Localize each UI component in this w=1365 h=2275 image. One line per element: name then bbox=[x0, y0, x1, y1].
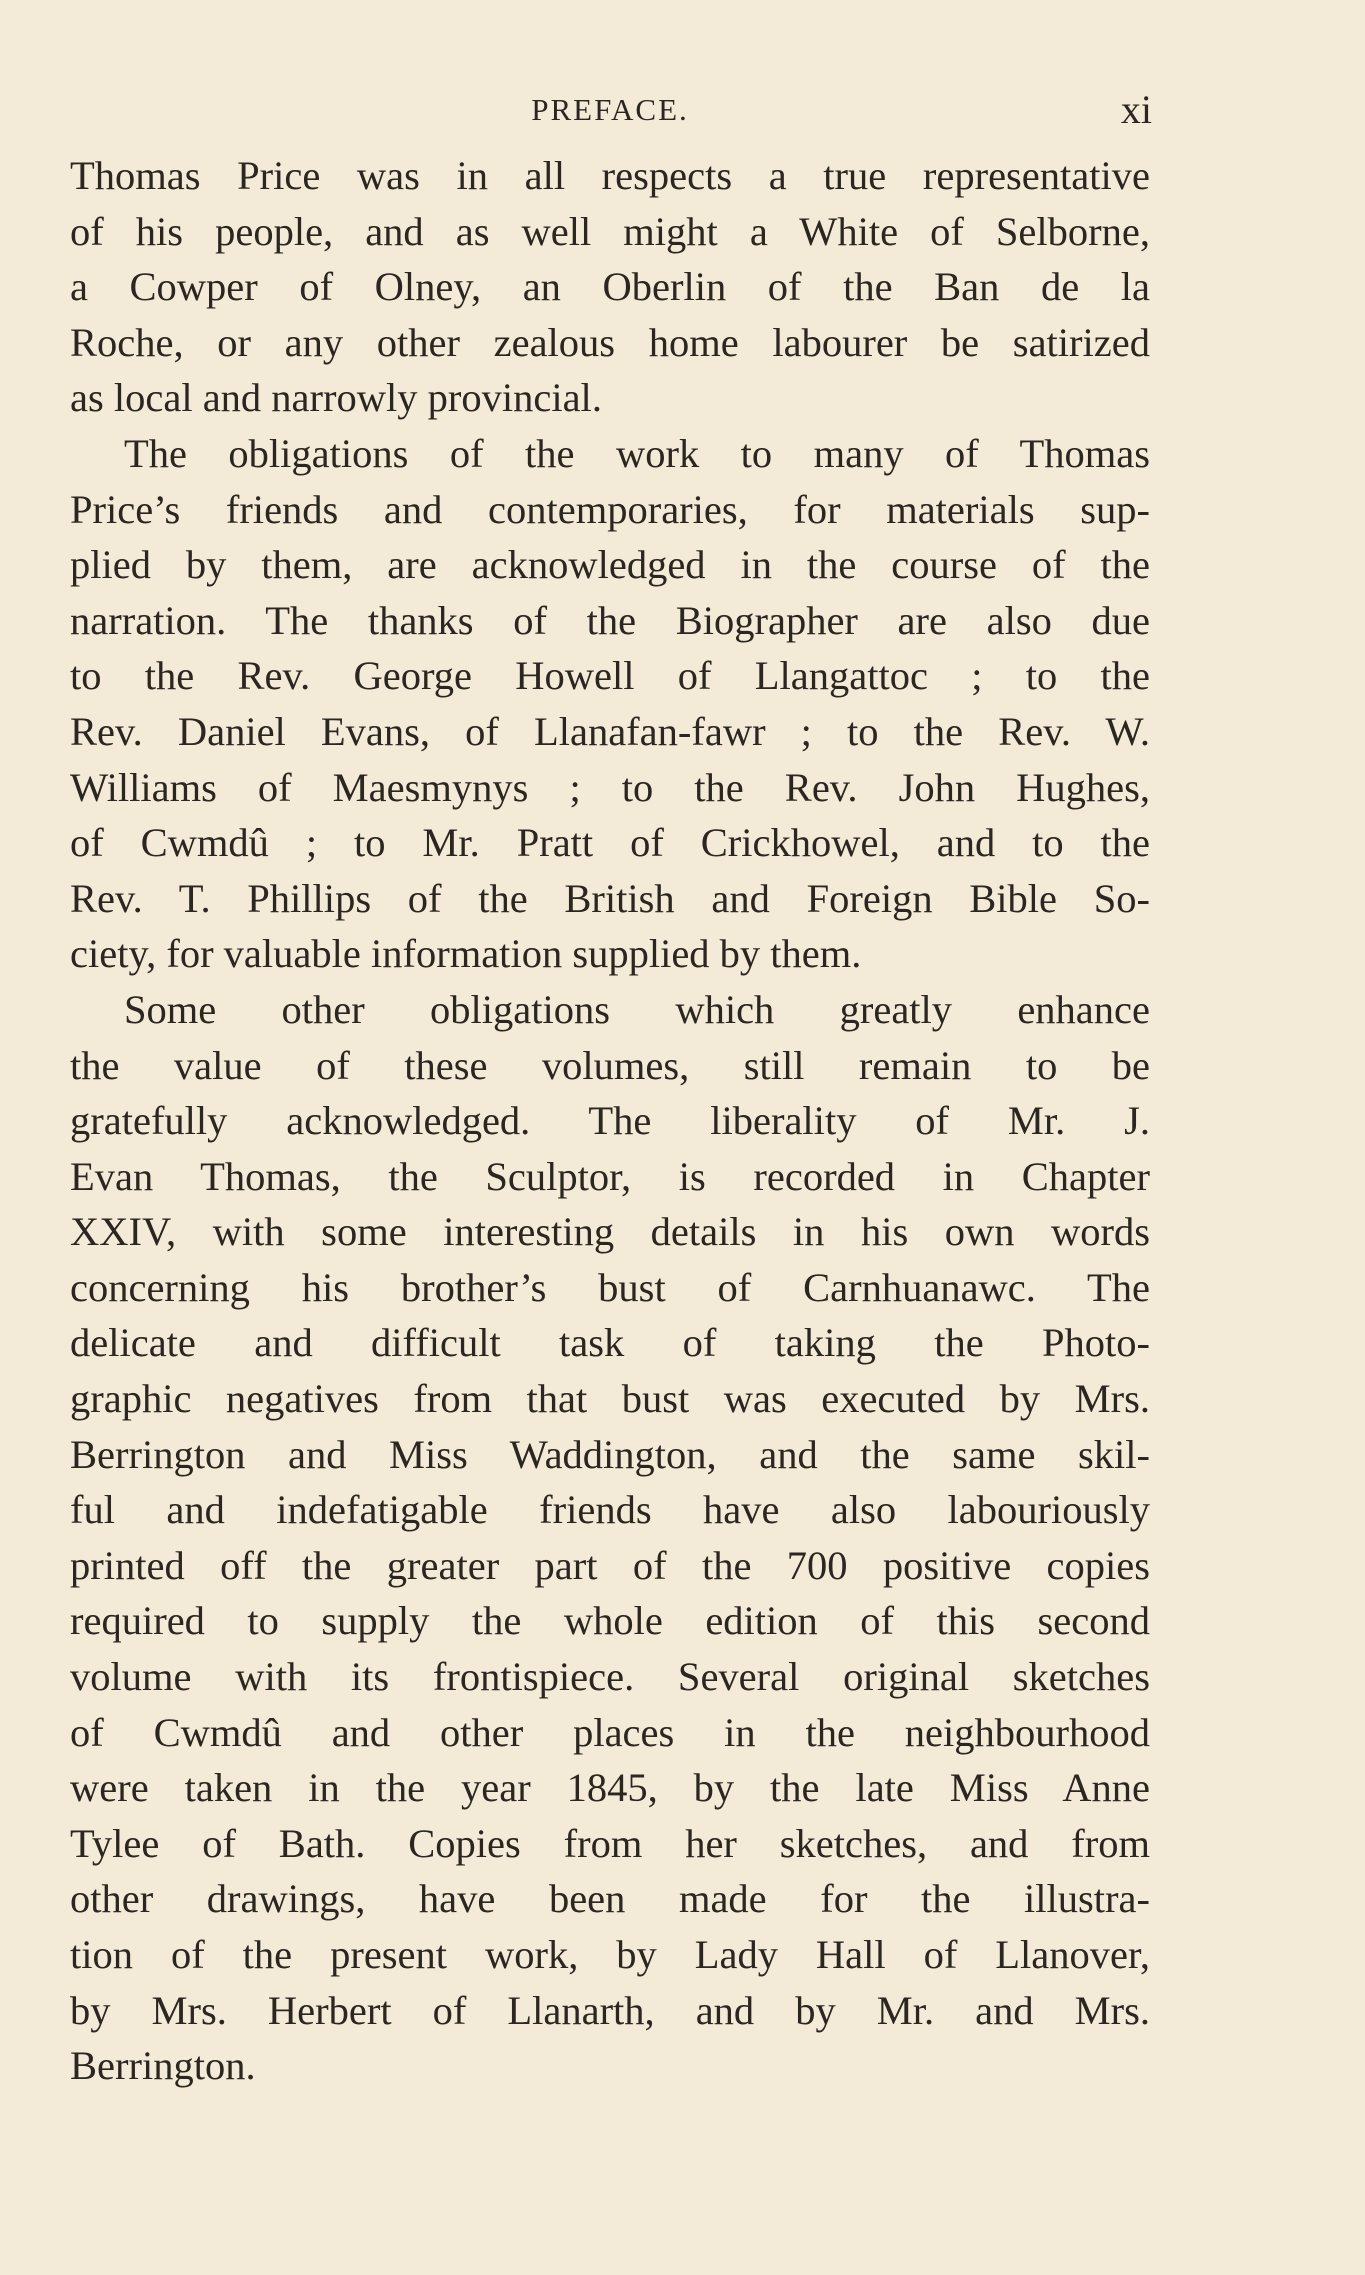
text-line: tion of the present work, by Lady Hall of Llanover, bbox=[70, 1932, 1150, 1977]
text-line: Tylee of Bath. Copies from her sketches, and from bbox=[70, 1820, 1150, 1866]
text-line: of his people, and as well might a White of Selborne, bbox=[70, 208, 1150, 254]
text-line: ciety, for valuable information supplied by them. bbox=[70, 931, 862, 977]
text-line: other drawings, have been made for the illustra- bbox=[70, 1876, 1150, 1922]
page-number: xi bbox=[1120, 87, 1152, 132]
text-line: graphic negatives from that bust was executed by Mrs. bbox=[70, 1376, 1150, 1422]
text-line: volume with its frontispiece. Several original sketches bbox=[70, 1654, 1150, 1700]
text-line: Price’s friends and contemporaries, for materials sup- bbox=[70, 486, 1150, 532]
text-line: were taken in the year 1845, by the late Miss Anne bbox=[70, 1765, 1150, 1811]
running-title: PREFACE. bbox=[531, 92, 689, 127]
text-line: XXIV, with some interesting details in his own words bbox=[70, 1209, 1150, 1255]
text-line: required to supply the whole edition of this second bbox=[70, 1598, 1150, 1644]
text-line: a Cowper of Olney, an Oberlin of the Ban de la bbox=[70, 264, 1150, 310]
text-line: of Cwmdû ; to Mr. Pratt of Crickhowel, and to the bbox=[70, 820, 1150, 866]
text-line: Thomas Price was in all respects a true representative bbox=[70, 153, 1150, 198]
text-line: Williams of Maesmynys ; to the Rev. John Hughes, bbox=[70, 764, 1150, 810]
text-line: Berrington. bbox=[70, 2043, 256, 2089]
text-line: as local and narrowly provincial. bbox=[70, 375, 602, 421]
text-line: Roche, or any other zealous home labourer be satirized bbox=[70, 319, 1150, 365]
text-line: to the Rev. George Howell of Llangattoc ; to the bbox=[70, 653, 1150, 699]
running-head bbox=[70, 86, 1150, 136]
text-line: concerning his brother’s bust of Carnhuanawc. The bbox=[70, 1264, 1150, 1310]
text-line: Some other obligations which greatly enhance bbox=[124, 986, 1150, 1032]
text-line: by Mrs. Herbert of Llanarth, and by Mr. and Mrs. bbox=[70, 1987, 1150, 2033]
text-line: gratefully acknowledged. The liberality of Mr. J. bbox=[70, 1098, 1150, 1144]
text-line: Evan Thomas, the Sculptor, is recorded in Chapter bbox=[70, 1153, 1150, 1199]
preface-text bbox=[70, 148, 1150, 2094]
text-line: the value of these volumes, still remain to be bbox=[70, 1042, 1150, 1088]
text-line: narration. The thanks of the Biographer are also due bbox=[70, 597, 1150, 643]
text-line: ful and indefatigable friends have also labouriously bbox=[70, 1487, 1150, 1533]
text-line: Berrington and Miss Waddington, and the same skil- bbox=[70, 1431, 1150, 1477]
text-line: of Cwmdû and other places in the neighbourhood bbox=[70, 1709, 1150, 1755]
text-line: Rev. Daniel Evans, of Llanafan-fawr ; to the Rev. W. bbox=[70, 708, 1150, 754]
text-line: plied by them, are acknowledged in the course of the bbox=[70, 542, 1150, 588]
text-line: Rev. T. Phillips of the British and Foreign Bible So- bbox=[70, 875, 1150, 921]
text-line: The obligations of the work to many of Thomas bbox=[124, 430, 1150, 476]
text-line: printed off the greater part of the 700 positive copies bbox=[70, 1542, 1150, 1588]
text-line: delicate and difficult task of taking the Photo- bbox=[70, 1320, 1150, 1366]
